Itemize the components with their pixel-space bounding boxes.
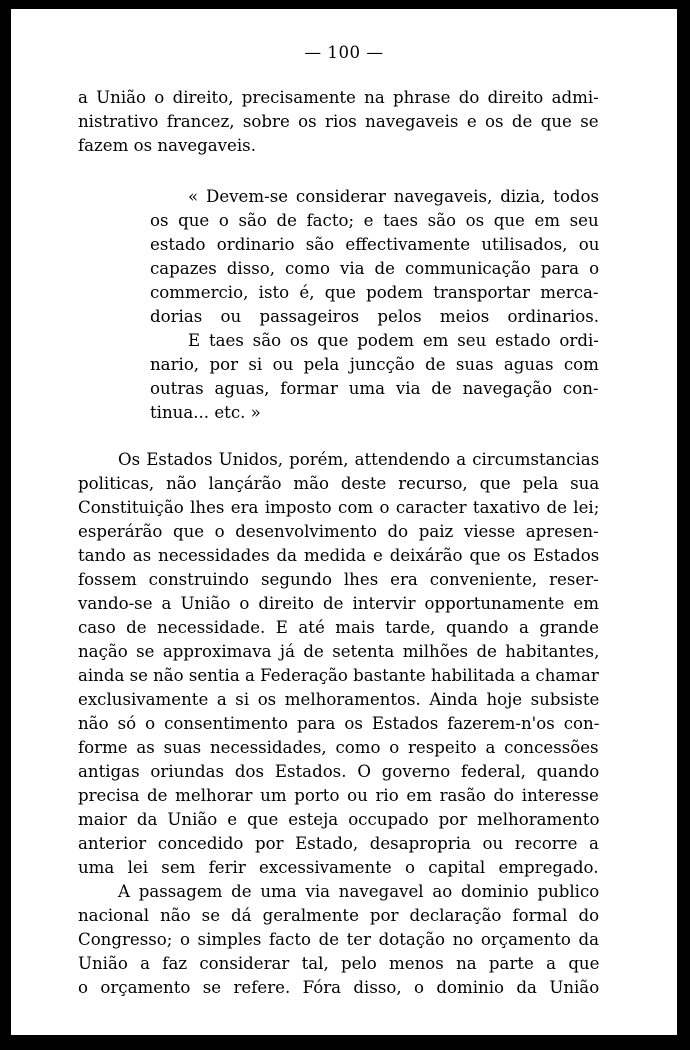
text-line: fazem os navegaveis.	[78, 136, 256, 155]
text-line: Congresso; o simples facto de ter dotação no orçamento da	[78, 930, 600, 949]
text-line: os que o são de facto; e taes são os que em seu	[150, 211, 599, 230]
text-line: E taes são os que podem em seu estado ordi-	[188, 331, 599, 350]
text-line: exclusivamente a si os melhoramentos. Ainda hoje subsiste	[78, 690, 600, 709]
text-line: capazes disso, como via de communicação para o	[150, 259, 600, 278]
text-line: tinua... etc. »	[150, 403, 261, 422]
text-line: anterior concedido por Estado, desapropria ou recorre a	[78, 834, 599, 853]
text-line: nario, por si ou pela juncção de suas aguas com	[150, 355, 599, 374]
text-line: commercio, isto é, que podem transportar merca-	[150, 283, 599, 302]
text-line: esperárão que o desenvolvimento do paiz viesse apresen-	[78, 522, 599, 541]
text-line: « Devem-se considerar navegaveis, dizia, todos	[188, 187, 600, 206]
text-line: uma lei sem ferir excessivamente o capital empregado.	[78, 858, 599, 877]
text-line: politicas, não lançárão mão deste recurso, que pela sua	[78, 474, 600, 493]
page-number: — 100 —	[304, 43, 384, 62]
text-line: ainda se não sentia a Federação bastante habilitada a chamar	[78, 666, 599, 685]
text-line: vando-se a União o direito de intervir opportunamente em	[78, 594, 599, 613]
text-line: maior da União e que esteja occupado por melhoramento	[78, 810, 600, 829]
text-line: não só o consentimento para os Estados fazerem-n'os con-	[78, 714, 600, 733]
text-line: Constituição lhes era imposto com o caracter taxativo de lei;	[78, 498, 600, 517]
text-line: antigas oriundas dos Estados. O governo federal, quando	[78, 762, 600, 781]
text-line: tando as necessidades da medida e deixárão que os Estados	[78, 546, 600, 565]
text-line: fossem construindo segundo lhes era conveniente, reser-	[78, 570, 599, 589]
text-line: Os Estados Unidos, porém, attendendo a circumstancias	[118, 450, 600, 469]
text-line: o orçamento se refere. Fóra disso, o dominio da União	[78, 978, 600, 997]
text-line: precisa de melhorar um porto ou rio em rasão do interesse	[78, 786, 599, 805]
text-line: forme as suas necessidades, como o respeito a concessões	[78, 738, 599, 757]
text-line: nação se approximava já de setenta milhões de habitantes,	[78, 642, 600, 661]
text-line: União a faz considerar tal, pelo menos na parte a que	[78, 954, 600, 973]
document-page	[11, 9, 677, 1035]
text-line: dorias ou passageiros pelos meios ordinarios.	[150, 307, 600, 326]
text-line: a União o direito, precisamente na phrase do direito admi-	[78, 88, 599, 107]
text-line: A passagem de uma via navegavel ao dominio publico	[118, 882, 600, 901]
text-line: estado ordinario são effectivamente utilisados, ou	[150, 235, 600, 254]
text-line: caso de necessidade. E até mais tarde, quando a grande	[78, 618, 599, 637]
text-line: outras aguas, formar uma via de navegação con-	[150, 379, 599, 398]
text-line: nistrativo francez, sobre os rios navegaveis e os de que se	[78, 112, 599, 131]
text-line: nacional não se dá geralmente por declaração formal do	[78, 906, 600, 925]
